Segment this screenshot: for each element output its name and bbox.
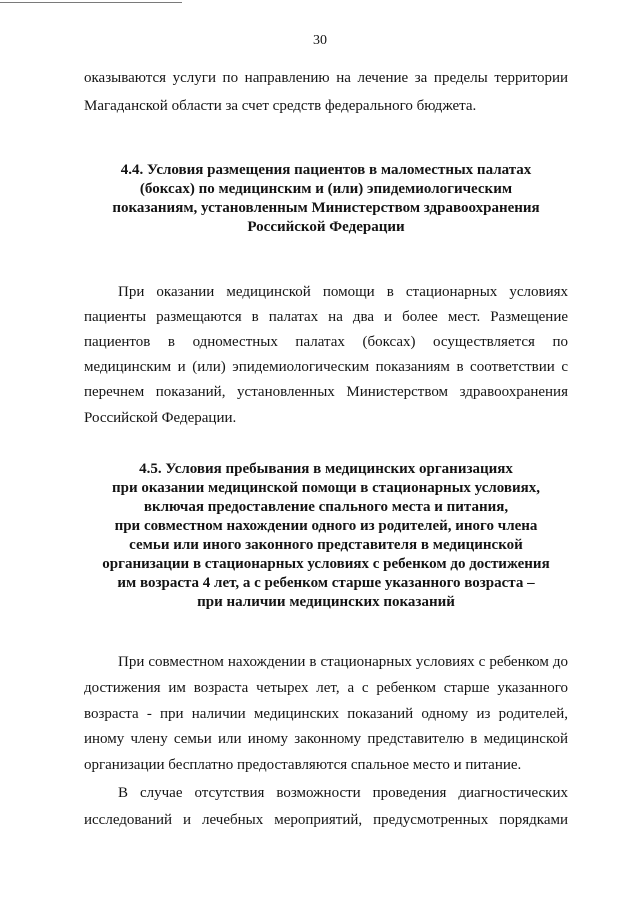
paragraph-line: иному члену семьи или иному законному представителю в медицинской	[84, 731, 568, 747]
paragraph-line: Российской Федерации.	[84, 410, 237, 426]
scan-edge-line	[0, 2, 182, 3]
heading-line: семьи или иного законного представителя в медицинской	[129, 537, 523, 553]
page-number: 30	[313, 33, 327, 48]
paragraph-line: При совместном нахождении в стационарных условиях с ребенком до	[118, 654, 568, 670]
paragraph-line: возраста - при наличии медицинских показаний одному из родителей,	[84, 706, 568, 722]
paragraph-line: пациенты размещаются в палатах на два и более мест. Размещение	[84, 309, 568, 325]
paragraph-line: перечнем показаний, установленных Министерством здравоохранения	[84, 384, 568, 400]
heading-line: организации в стационарных условиях с ребенком до достижения	[102, 556, 550, 572]
heading-line: 4.5. Условия пребывания в медицинских организациях	[139, 461, 513, 477]
heading-line: при совместном нахождении одного из родителей, иного члена	[114, 518, 538, 534]
heading-line: включая предоставление спального места и питания,	[143, 499, 509, 515]
paragraph-line: исследований и лечебных мероприятий, предусмотренных порядками	[84, 812, 568, 828]
paragraph-line: В случае отсутствия возможности проведения диагностических	[118, 785, 568, 801]
heading-line: показаниям, установленным Министерством здравоохранения	[112, 200, 540, 216]
heading-line: при наличии медицинских показаний	[197, 594, 455, 610]
paragraph-line: оказываются услуги по направлению на лечение за пределы территории	[84, 70, 568, 86]
paragraph-line: При оказании медицинской помощи в стационарных условиях	[118, 284, 568, 300]
heading-line: (боксах) по медицинским и (или) эпидемиологическим	[139, 181, 513, 197]
paragraph-line: пациентов в одноместных палатах (боксах) осуществляется по	[84, 334, 568, 350]
heading-line: при оказании медицинской помощи в стационарных условиях,	[111, 480, 541, 496]
heading-line: им возраста 4 лет, а с ребенком старше указанного возраста –	[117, 575, 535, 591]
heading-line: Российской Федерации	[247, 219, 405, 235]
paragraph-line: Магаданской области за счет средств федерального бюджета.	[84, 98, 477, 114]
paragraph-line: медицинским и (или) эпидемиологическим показаниям в соответствии с	[84, 359, 568, 375]
heading-line: 4.4. Условия размещения пациентов в маломестных палатах	[120, 162, 532, 178]
paragraph-line: организации бесплатно предоставляются спальное место и питание.	[84, 757, 522, 773]
paragraph-line: достижения им возраста четырех лет, а с ребенком старше указанного	[84, 680, 568, 696]
